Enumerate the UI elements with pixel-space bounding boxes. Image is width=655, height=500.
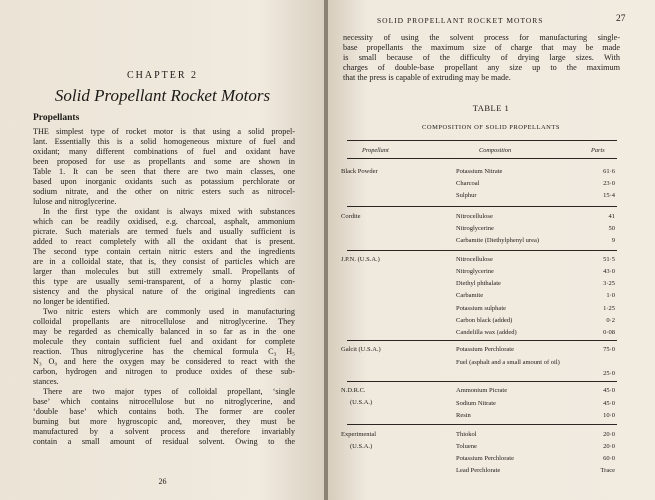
parts-cell: 51·5 bbox=[603, 256, 615, 263]
text-line: sistency and the physical nature of the original ingredients can bbox=[33, 287, 295, 296]
propellant-name: Experimental bbox=[341, 431, 377, 438]
running-head: SOLID PROPELLANT ROCKET MOTORS bbox=[377, 16, 544, 25]
table-group-rule bbox=[347, 250, 617, 251]
text-line: necessity of using the solvent process for manufacturing single- bbox=[343, 33, 620, 42]
text-line: reaction. Thus nitroglycerine has the chemical formula C₃ H₅ bbox=[33, 347, 295, 356]
text-line: added to react completely with all the oxidant that is present. bbox=[33, 237, 295, 246]
composition-cell: Lead Perchlorate bbox=[456, 467, 501, 474]
composition-cell: Sulphur bbox=[456, 192, 477, 199]
text-line: contain a small amount of residual solvent. Owing to the bbox=[33, 437, 295, 446]
parts-cell: 23·0 bbox=[603, 180, 615, 187]
header-composition: Composition bbox=[479, 147, 512, 154]
paragraph-4 bbox=[33, 387, 295, 447]
text-line: is small because of the difficulty of drying large sizes. With bbox=[343, 53, 620, 62]
parts-cell: 20·0 bbox=[603, 443, 615, 450]
text-line: sodium nitrate, and the other on nitric esters such as nitrocel- bbox=[33, 187, 295, 196]
parts-cell: 1·25 bbox=[603, 305, 615, 312]
composition-cell: Resin bbox=[456, 412, 471, 419]
table-group-rule bbox=[347, 340, 617, 341]
paragraph-1 bbox=[33, 127, 295, 207]
text-line: stances. bbox=[33, 377, 59, 386]
parts-cell: 75·0 bbox=[603, 346, 615, 353]
page-number-left: 26 bbox=[158, 477, 167, 486]
parts-cell: 61·6 bbox=[603, 168, 615, 175]
composition-cell: Potassium Perchlorate bbox=[456, 455, 514, 462]
text-line: been proposed for use as propellants and some are shown in bbox=[33, 157, 295, 166]
parts-cell: 43·0 bbox=[603, 268, 615, 275]
parts-cell: 9 bbox=[611, 237, 615, 244]
parts-cell: 45·0 bbox=[603, 400, 615, 407]
composition-cell: Nitrocellulose bbox=[456, 256, 493, 263]
table-group-rule bbox=[347, 381, 617, 382]
composition-cell: Nitroglycerine bbox=[456, 268, 494, 275]
parts-cell: 0·2 bbox=[606, 317, 615, 324]
composition-cell: Carbon black (added) bbox=[456, 317, 513, 324]
header-propellant: Propellant bbox=[362, 147, 389, 154]
composition-cell: Candelilla wax (added) bbox=[456, 329, 517, 336]
propellant-name: (U.S.A.) bbox=[350, 443, 373, 450]
composition-cell: Charcoal bbox=[456, 180, 480, 187]
parts-cell: 10·0 bbox=[603, 412, 615, 419]
chapter-number: CHAPTER 2 bbox=[126, 70, 199, 81]
text-line: larger than molecules but still extremely small. Propellants of bbox=[33, 267, 295, 276]
composition-cell: Potassium Perchlorate bbox=[456, 346, 514, 353]
composition-cell: Fuel (asphalt and a small amount of oil) bbox=[456, 359, 560, 366]
text-line: burning but more hygroscopic and, moreover, they must be bbox=[33, 417, 295, 426]
table-label: TABLE 1 bbox=[472, 103, 510, 113]
intro-paragraph bbox=[343, 33, 620, 83]
text-line: molecule they contain sufficient fuel and oxidant for complete bbox=[33, 337, 295, 346]
section-heading: Propellants bbox=[33, 113, 80, 123]
propellant-name: N.D.R.C. bbox=[341, 387, 366, 394]
propellant-name: (U.S.A.) bbox=[350, 399, 373, 406]
propellant-name: Galcit (U.S.A.) bbox=[341, 346, 381, 353]
text-line: manufactured by a solvent process and therefore invariably bbox=[33, 427, 295, 436]
text-line: colloidal propellants are nitrocellulose and nitroglycerine. They bbox=[33, 317, 295, 326]
composition-cell: Sodium Nitrate bbox=[456, 400, 496, 407]
text-line: that the press is capable of extruding may be made. bbox=[343, 73, 511, 82]
table-caption: COMPOSITION OF SOLID PROPELLANTS bbox=[422, 124, 560, 131]
text-line: There are two major types of colloidal propellant, ‘single bbox=[43, 387, 295, 396]
parts-cell: 50 bbox=[608, 225, 615, 232]
composition-cell: Diethyl phthalate bbox=[456, 280, 501, 287]
composition-cell: Carbamite (Diethylphenyl urea) bbox=[456, 237, 540, 244]
text-line: Table 1. It can be seen that there are two main classes, one bbox=[33, 167, 295, 176]
parts-cell: 15·4 bbox=[603, 192, 615, 199]
text-line: charges of double-base propellant any size up to the maximum bbox=[343, 63, 620, 72]
text-line: no longer be identified. bbox=[33, 297, 110, 306]
composition-cell: Nitroglycerine bbox=[456, 225, 494, 232]
composition-cell: Nitrocellulose bbox=[456, 213, 493, 220]
chapter-title: Solid Propellant Rocket Motors bbox=[54, 86, 271, 105]
text-line: are in a colloidal state, that is, they consist of particles which are bbox=[33, 257, 295, 266]
parts-cell: 3·25 bbox=[603, 280, 615, 287]
table-group-rule bbox=[347, 424, 617, 425]
propellant-name: Cordite bbox=[341, 213, 361, 220]
parts-cell: 60·0 bbox=[603, 455, 615, 462]
parts-cell: 25·0 bbox=[603, 370, 615, 377]
text-line: base’ which contains nitrocellulose but no nitroglycerine, and bbox=[33, 397, 295, 406]
composition-cell: Thiokol bbox=[456, 431, 477, 438]
composition-cell: Potassium sulphate bbox=[456, 305, 507, 312]
text-line: carbon, hydrogen and nitrogen to produce oxides of these sub- bbox=[33, 367, 295, 376]
composition-cell: Toluene bbox=[456, 443, 477, 450]
parts-cell: 20·0 bbox=[603, 431, 615, 438]
paragraph-3 bbox=[33, 307, 295, 387]
text-line: Two nitric esters which are commonly used in manufacturing bbox=[43, 307, 295, 316]
text-line: THE simplest type of rocket motor is that using a solid propel- bbox=[33, 127, 295, 136]
text-line: based upon inorganic oxidants such as potassium perchlorate or bbox=[33, 177, 295, 186]
propellant-name: J.P.N. (U.S.A.) bbox=[341, 256, 380, 263]
text-line: base propellants the maximum size of charge that may be made bbox=[343, 43, 620, 52]
header-parts: Parts bbox=[591, 147, 605, 154]
text-line: may be regarded as chemically balanced in so far as in the one bbox=[33, 327, 295, 336]
parts-cell: Trace bbox=[600, 467, 615, 474]
text-line: In the first type the oxidant is always mixed with substances bbox=[43, 207, 295, 216]
composition-cell: Ammonium Picrate bbox=[456, 387, 508, 394]
text-line: ‘double base’ which contains both. The former are cooler bbox=[33, 407, 295, 416]
text-line: N₃ O₉ and here the oxygen may be considered to react with the bbox=[33, 357, 295, 366]
propellant-name: Black Powder bbox=[341, 168, 378, 175]
parts-cell: 0·08 bbox=[603, 329, 615, 336]
composition-cell: Potassium Nitrate bbox=[456, 168, 503, 175]
text-line: this type are usually semi-transparent, of a horny plastic con- bbox=[33, 277, 295, 286]
text-line: picrate. Such materials are termed fuels and usually sufficient is bbox=[33, 227, 295, 236]
composition-cell: Carbamite bbox=[456, 292, 484, 299]
text-line: lant. Essentially this is a solid homogeneous mixture of fuel and bbox=[33, 137, 295, 146]
table-top-rule bbox=[347, 140, 617, 141]
text-line: The second type contain certain nitric esters and the ingredients bbox=[33, 247, 295, 256]
parts-cell: 41 bbox=[608, 213, 615, 220]
text-line: oxidant; many different combinations of fuel and oxidant have bbox=[33, 147, 295, 156]
parts-cell: 1·0 bbox=[606, 292, 615, 299]
text-line: which can be readily oxidised, e.g. charcoal, asphalt, ammonium bbox=[33, 217, 295, 226]
page-number-right: 27 bbox=[616, 14, 626, 24]
text-line: lulose and nitroglycerine. bbox=[33, 197, 117, 206]
paragraph-2 bbox=[33, 207, 295, 307]
table-header-rule bbox=[347, 158, 617, 159]
table-group-rule bbox=[347, 206, 617, 207]
parts-cell: 45·0 bbox=[603, 387, 615, 394]
